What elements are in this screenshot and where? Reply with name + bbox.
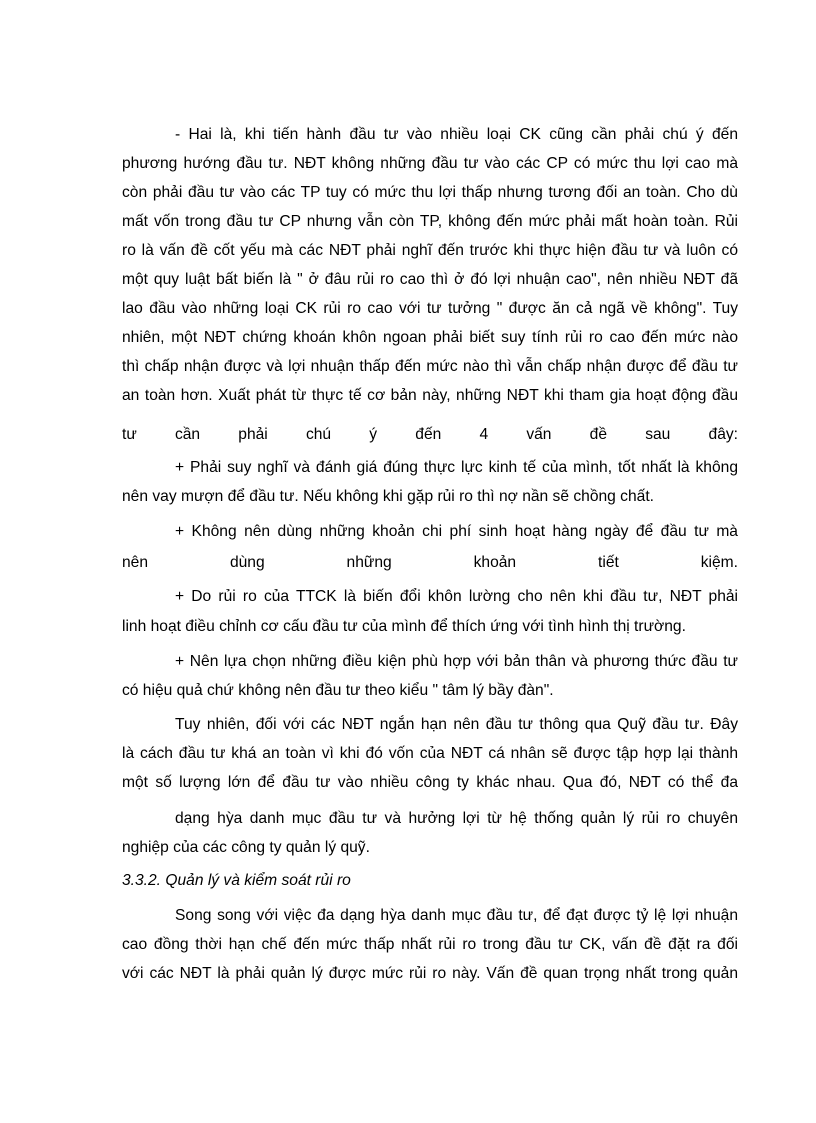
paragraph-line: còn phải đầu tư vào các TP tuy có mức thu lợi thấp nhưng tương đối an toàn. Cho dù <box>122 184 738 201</box>
paragraph-line: linh hoạt điều chỉnh cơ cấu đầu tư của mình để thích ứng với tình hình thị trường. <box>122 618 686 635</box>
paragraph-line: phương hướng đầu tư. NĐT không những đầu tư vào các CP có mức thu lợi cao mà <box>122 155 738 172</box>
paragraph-line: an toàn hơn. Xuất phát từ thực tế cơ bản này, những NĐT khi tham gia hoạt động đầu <box>122 387 738 404</box>
paragraph-line: thì chấp nhận được và lợi nhuận thấp đến mức nào thì vẫn chấp nhận được để đầu tư <box>122 358 738 375</box>
paragraph-line: + Nên lựa chọn những điều kiện phù hợp với bản thân và phương thức đầu tư <box>175 653 738 670</box>
paragraph-line: - Hai là, khi tiến hành đầu tư vào nhiều loại CK cũng cần phải chú ý đến <box>175 126 738 143</box>
paragraph-line: ro là vấn đề cốt yếu mà các NĐT phải nghĩ đến trước khi thực hiện đầu tư và luôn có <box>122 242 738 259</box>
paragraph-line: nghiệp của các công ty quản lý quỹ. <box>122 839 370 856</box>
paragraph-line: Tuy nhiên, đối với các NĐT ngắn hạn nên đầu tư thông qua Quỹ đầu tư. Đây <box>175 716 738 733</box>
section-heading: 3.3.2. Quản lý và kiểm soát rủi ro <box>122 872 351 889</box>
paragraph-line: + Không nên dùng những khoản chi phí sinh hoạt hàng ngày để đầu tư mà <box>175 523 738 540</box>
paragraph-line: nên vay mượn để đầu tư. Nếu không khi gặp rủi ro thì nợ nần sẽ chồng chất. <box>122 488 654 505</box>
paragraph-line: một số lượng lớn để đầu tư vào nhiều công ty khác nhau. Qua đó, NĐT có thể đa <box>122 774 738 791</box>
paragraph-line: một quy luật bất biến là " ở đâu rủi ro cao thì ở đó lợi nhuận cao", nên nhiều NĐT đã <box>122 271 738 288</box>
paragraph-line: với các NĐT là phải quản lý được mức rủi ro này. Vấn đề quan trọng nhất trong quản <box>122 965 738 982</box>
paragraph-line: mất vốn trong đầu tư CP nhưng vẫn còn TP, không đến mức phải mất hoàn toàn. Rủi <box>122 213 738 230</box>
paragraph-line: lao đầu vào những loại CK rủi ro cao với tư tưởng " được ăn cả ngã về không". Tuy <box>122 300 738 317</box>
paragraph-line: dạng hỳa danh mục đầu tư và hưởng lợi từ hệ thống quản lý rủi ro chuyên <box>175 810 738 827</box>
paragraph-line: + Do rủi ro của TTCK là biến đổi khôn lường cho nên khi đầu tư, NĐT phải <box>175 588 738 605</box>
paragraph-line: là cách đầu tư khá an toàn vì khi đó vốn của NĐT cá nhân sẽ được tập hợp lại thành <box>122 745 738 762</box>
paragraph-line: nên dùng những khoản tiết kiệm. <box>122 554 738 571</box>
paragraph-line: có hiệu quả chứ không nên đầu tư theo kiểu " tâm lý bầy đàn". <box>122 682 554 699</box>
paragraph-line: tư cần phải chú ý đến 4 vấn đề sau đây: <box>122 426 738 443</box>
paragraph-line: + Phải suy nghĩ và đánh giá đúng thực lực kinh tế của mình, tốt nhất là không <box>175 459 738 476</box>
paragraph-line: nhiên, một NĐT chứng khoán khôn ngoan phải biết suy tính rủi ro cao đến mức nào <box>122 329 738 346</box>
paragraph-line: cao đồng thời hạn chế đến mức thấp nhất rủi ro trong đầu tư CK, vấn đề đặt ra đối <box>122 936 738 953</box>
paragraph-line: Song song với việc đa dạng hỳa danh mục đầu tư, để đạt được tỷ lệ lợi nhuận <box>175 907 738 924</box>
